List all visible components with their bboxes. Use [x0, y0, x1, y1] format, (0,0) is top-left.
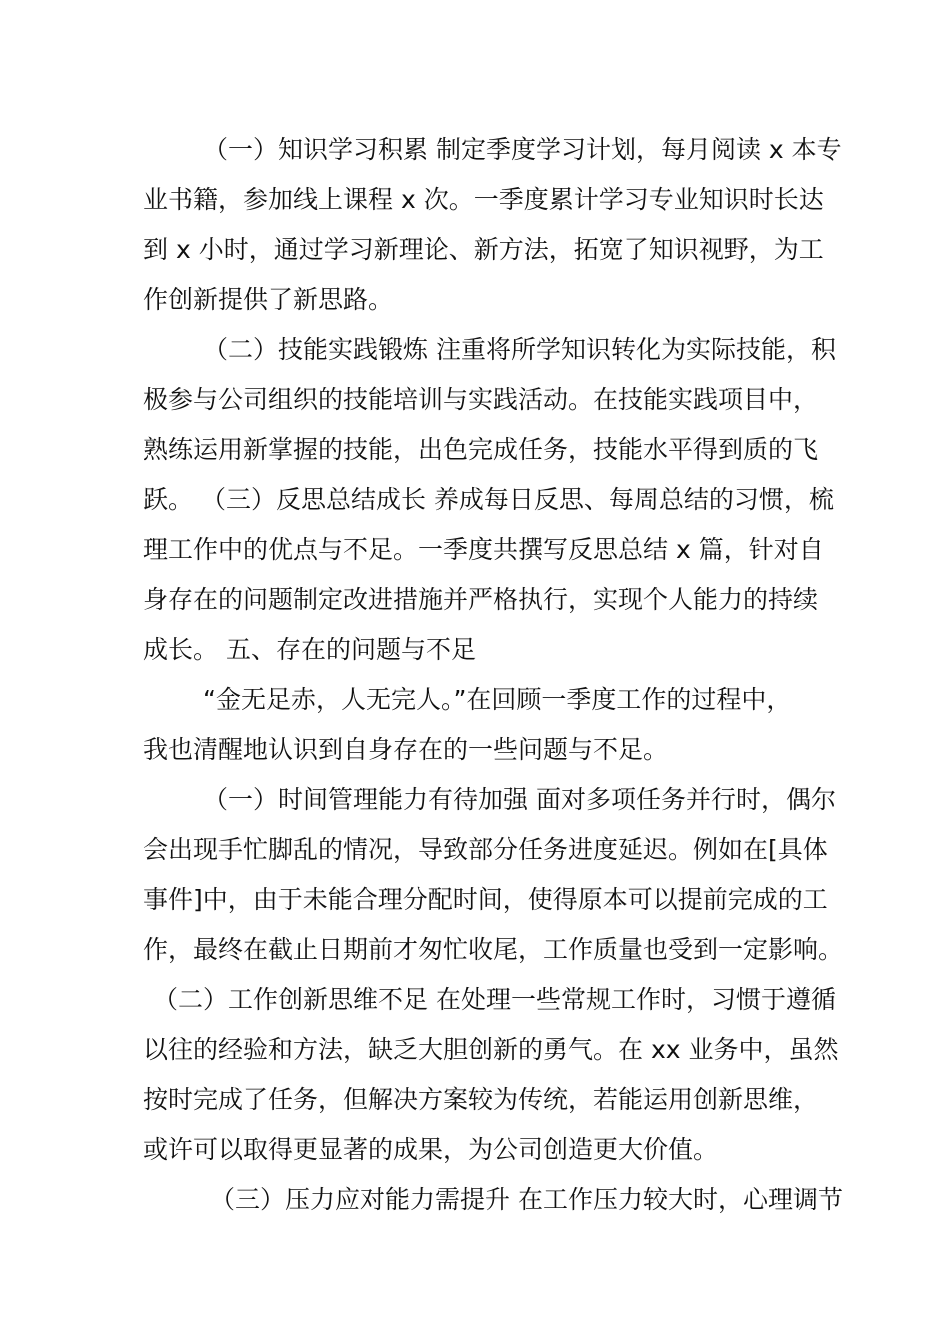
text-line: 会出现手忙脚乱的情况，导致部分任务进度延迟。例如在[具体: [143, 835, 828, 864]
text-line: （一）时间管理能力有待加强 面对多项任务并行时，偶尔: [203, 785, 836, 814]
text-line: （二）技能实践锻炼 注重将所学知识转化为实际技能，积: [203, 335, 836, 364]
text-line: 理工作中的优点与不足。一季度共撰写反思总结 x 篇，针对自: [143, 535, 824, 564]
text-line: 业书籍，参加线上课程 x 次。一季度累计学习专业知识时长达: [143, 185, 824, 214]
text-line: 极参与公司组织的技能培训与实践活动。在技能实践项目中，: [143, 385, 819, 414]
text-line: 作创新提供了新思路。: [143, 285, 394, 314]
text-line: （一）知识学习积累 制定季度学习计划，每月阅读 x 本专: [203, 135, 842, 164]
text-line: 到 x 小时，通过学习新理论、新方法，拓宽了知识视野，为工: [143, 235, 824, 264]
text-line: 熟练运用新掌握的技能，出色完成任务，技能水平得到质的飞: [143, 435, 819, 464]
text-line: 作，最终在截止日期前才匆忙收尾，工作质量也受到一定影响。: [143, 935, 844, 964]
text-line: （三）压力应对能力需提升 在工作压力较大时，心理调节: [210, 1185, 843, 1214]
text-line: 身存在的问题制定改进措施并严格执行，实现个人能力的持续: [143, 585, 819, 614]
text-line: （二）工作创新思维不足 在处理一些常规工作时，习惯于遵循: [153, 985, 836, 1014]
text-line: 我也清醒地认识到自身存在的一些问题与不足。: [143, 735, 669, 764]
text-line: 事件]中，由于未能合理分配时间，使得原本可以提前完成的工: [143, 885, 828, 914]
text-line: 成长。 五、存在的问题与不足: [143, 635, 476, 664]
text-line: 或许可以取得更显著的成果，为公司创造更大价值。: [143, 1135, 719, 1164]
text-line: 跃。 （三）反思总结成长 养成每日反思、每周总结的习惯，梳: [143, 485, 834, 514]
text-line: 按时完成了任务，但解决方案较为传统，若能运用创新思维，: [143, 1085, 819, 1114]
text-line: 以往的经验和方法，缺乏大胆创新的勇气。在 xx 业务中，虽然: [143, 1035, 839, 1064]
text-line: “金无足赤，人无完人。”在回顾一季度工作的过程中，: [203, 685, 792, 714]
